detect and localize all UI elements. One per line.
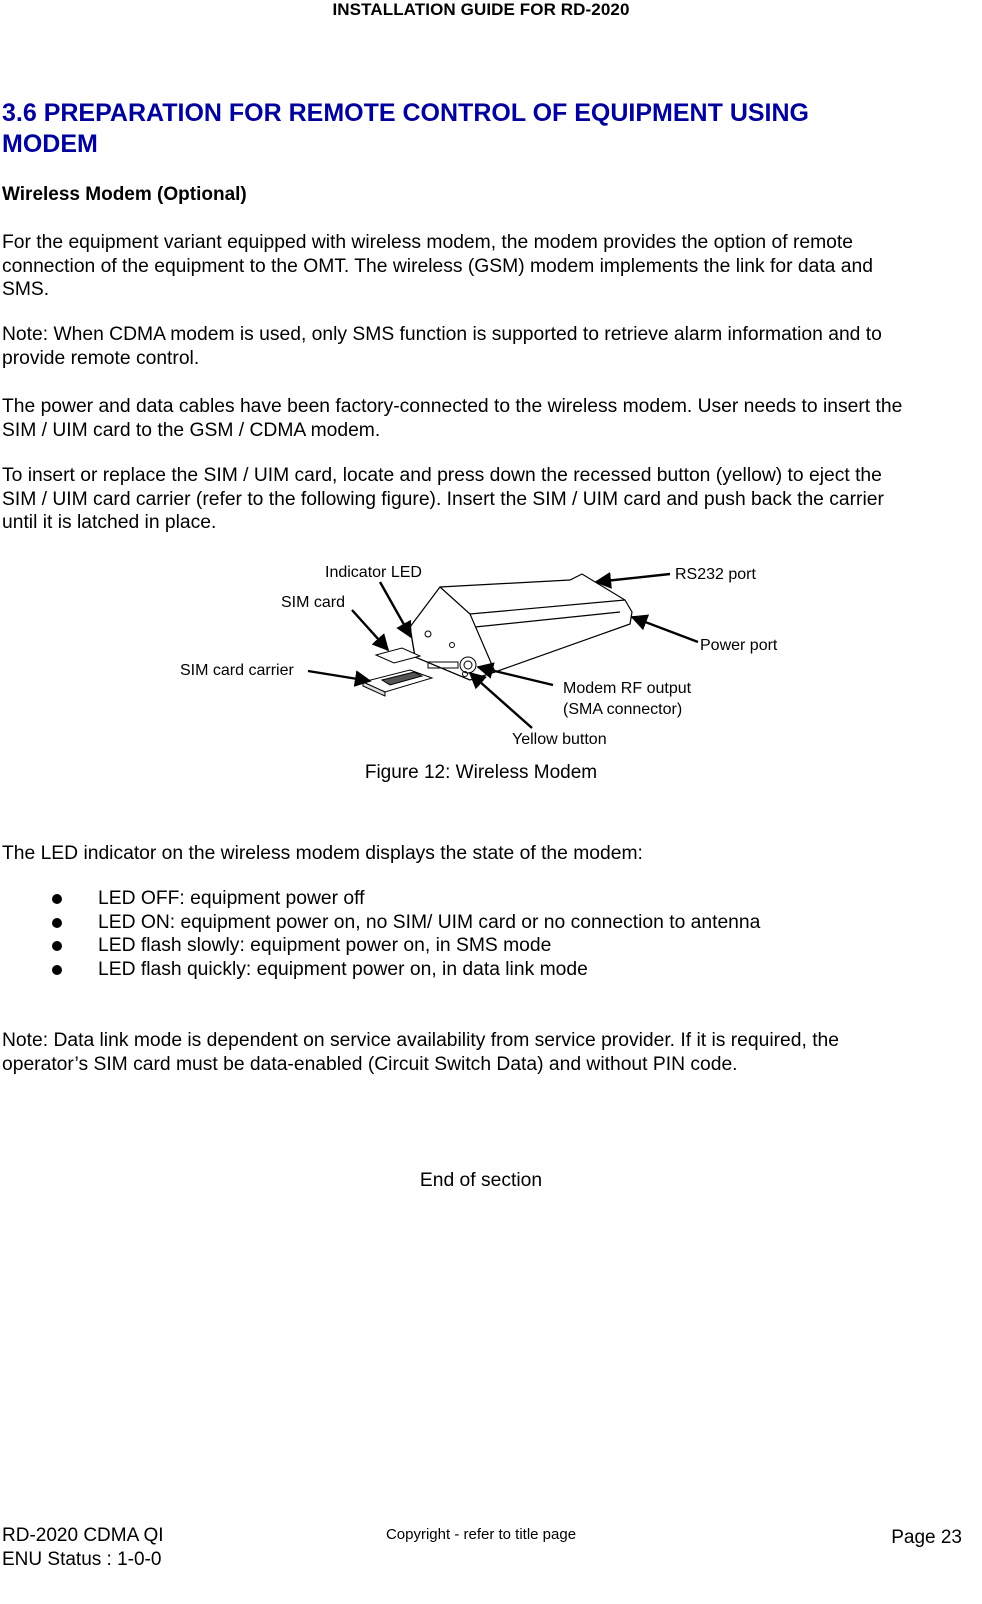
paragraph-line: Note: Data link mode is dependent on service availability from service provider. If it is required, the <box>2 1030 839 1051</box>
leader-sim-card-carrier <box>308 671 370 681</box>
section-heading <box>2 98 942 160</box>
paragraph-line: Note: When CDMA modem is used, only SMS function is supported to retrieve alarm information and to <box>2 324 882 345</box>
bullet-icon <box>52 918 62 928</box>
list-item <box>52 934 952 958</box>
led-state-list <box>52 887 952 981</box>
document-header: INSTALLATION GUIDE FOR RD-2020 <box>332 0 630 19</box>
subheading: Wireless Modem (Optional) <box>2 184 247 205</box>
paragraph-intro <box>2 231 962 302</box>
footer-page-number: Page 23 <box>891 1527 962 1548</box>
paragraph-line: SMS. <box>2 279 50 300</box>
leader-indicator-led <box>380 582 411 637</box>
leader-modem-rf-output <box>478 667 553 685</box>
label-indicator-led: Indicator LED <box>325 564 422 581</box>
label-rs232-port: RS232 port <box>675 566 756 583</box>
paragraph-line: connection of the equipment to the OMT. The wireless (GSM) modem implements the link for data and <box>2 255 873 277</box>
label-sim-card: SIM card <box>281 594 346 611</box>
bullet-icon <box>52 965 62 975</box>
paragraph-cdma-note <box>2 323 962 370</box>
paragraph-line: until it is latched in place. <box>2 512 217 533</box>
label-yellow-button: Yellow button <box>512 731 607 748</box>
section-heading-line1: 3.6 PREPARATION FOR REMOTE CONTROL OF EQUIPMENT USING <box>2 99 809 127</box>
footer-doc-name: RD-2020 CDMA QI <box>2 1525 164 1546</box>
paragraph-line: provide remote control. <box>2 347 200 369</box>
leader-sim-card <box>352 610 388 650</box>
list-item <box>52 911 952 935</box>
paragraph-line: SIM / UIM card carrier (refer to the following figure). Insert the SIM / UIM card and push back the carrier <box>2 488 884 510</box>
leader-yellow-button <box>470 673 532 728</box>
paragraph-line: For the equipment variant equipped with wireless modem, the modem provides the option of remote <box>2 232 853 253</box>
label-sma-connector: (SMA connector) <box>563 701 683 718</box>
list-item <box>52 958 952 982</box>
leader-rs232-port <box>596 574 670 582</box>
label-power-port: Power port <box>700 637 778 654</box>
list-item-text: LED ON: equipment power on, no SIM/ UIM card or no connection to antenna <box>98 911 761 933</box>
figure-caption: Figure 12: Wireless Modem <box>364 762 598 783</box>
list-item-text: LED OFF: equipment power off <box>98 888 365 909</box>
list-item-text: LED flash slowly: equipment power on, in SMS mode <box>98 935 552 956</box>
paragraph-cables <box>2 395 962 442</box>
footer-copyright: Copyright - refer to title page <box>385 1526 577 1543</box>
paragraph-sim-insert <box>2 464 962 535</box>
led-intro: The LED indicator on the wireless modem displays the state of the modem: <box>2 843 643 864</box>
paragraph-line: operator’s SIM card must be data-enabled (Circuit Switch Data) and without PIN code. <box>2 1053 738 1075</box>
list-item-text: LED flash quickly: equipment power on, in data link mode <box>98 958 588 980</box>
bullet-icon <box>52 941 62 951</box>
paragraph-line: To insert or replace the SIM / UIM card, locate and press down the recessed button (yellow) to eject the <box>2 465 882 486</box>
leader-power-port <box>632 617 698 642</box>
bullet-icon <box>52 894 62 904</box>
paragraph-line: The power and data cables have been factory-connected to the wireless modem. User needs to insert the <box>2 396 903 417</box>
modem-body <box>410 574 632 680</box>
footer-status: ENU Status : 1-0-0 <box>2 1549 162 1570</box>
paragraph-line: SIM / UIM card to the GSM / CDMA modem. <box>2 419 381 441</box>
section-heading-line2: MODEM <box>2 130 98 158</box>
list-item <box>52 887 952 911</box>
wireless-modem-figure <box>170 552 810 758</box>
paragraph-data-link-note <box>2 1029 962 1076</box>
label-sim-card-carrier: SIM card carrier <box>180 662 294 679</box>
label-modem-rf-output: Modem RF output <box>563 680 692 697</box>
sim-card-carrier <box>363 670 432 696</box>
end-of-section: End of section <box>419 1170 543 1191</box>
